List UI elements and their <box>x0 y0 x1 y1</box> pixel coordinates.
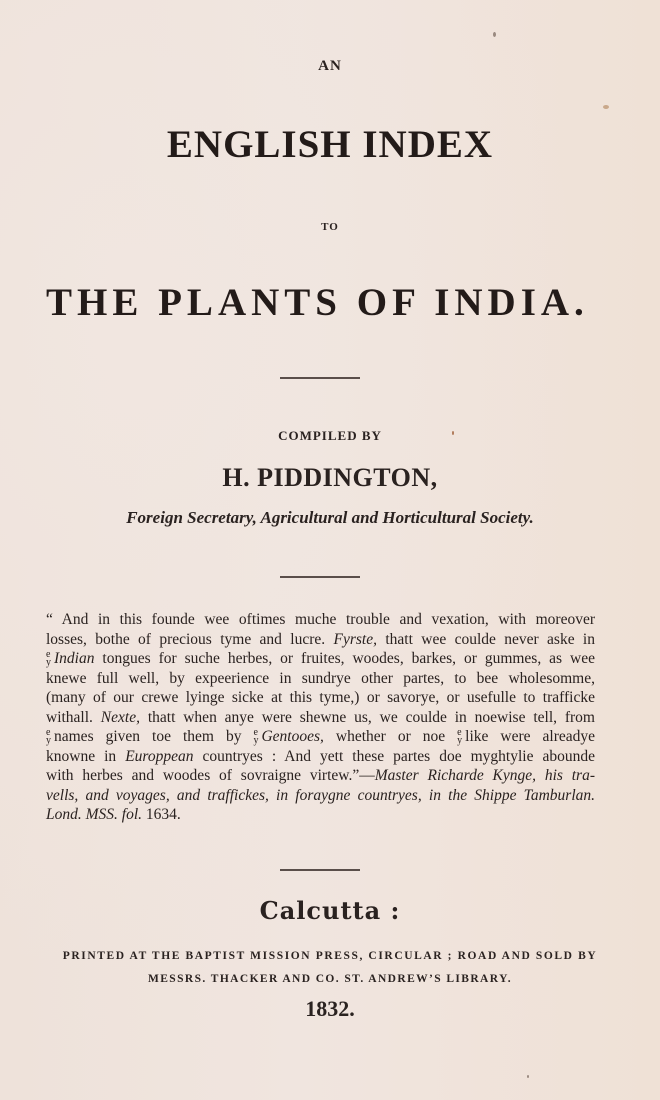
italic-text: Europpean <box>125 747 194 765</box>
epigraph-line: e y Indian tongues for suche herbes, or fruites, woodes, barkes, or gummes, as wee <box>46 649 595 669</box>
epigraph-line: “ And in this founde wee oftimes muche trouble and vexation, with moreover <box>46 611 595 628</box>
title-line-2: THE PLANTS OF INDIA. <box>46 281 589 324</box>
italic-text: Nexte, <box>100 708 140 726</box>
imprint-place: Calcutta : <box>259 896 401 925</box>
author-name: H. PIDDINGTON, <box>222 463 438 492</box>
epigraph-line: with herbes and woodes of sovraigne virtew.”—Master Richarde Kynge, his tra- <box>46 767 596 784</box>
epigraph-line: Lond. MSS. fol. 1634. <box>46 806 181 823</box>
paper-blemish <box>527 1075 529 1078</box>
compiled-by-label: COMPILED BY <box>278 428 382 443</box>
ye-abbreviation: e y <box>457 727 463 747</box>
author-affiliation: Foreign Secretary, Agricultural and Horticultural Society. <box>126 508 534 527</box>
title-article: AN <box>318 58 342 74</box>
title-connector: TO <box>321 221 339 233</box>
imprint-printer-line-1: PRINTED AT THE BAPTIST MISSION PRESS, CIRCULAR ; ROAD AND SOLD BY <box>62 950 598 962</box>
divider-rule <box>280 576 360 578</box>
epigraph-line <box>46 786 595 806</box>
italic-text: Master Richarde Kynge, his tra- <box>374 767 596 784</box>
epigraph-line: withall. Nexte, thatt when anye were shewne us, we coulde in noewise tell, from <box>46 708 595 726</box>
epigraph-line: (many of our crewe lyinge sicke at this tyme,) or savorye, or usefulle to trafficke <box>46 689 595 706</box>
epigraph-line: knowne in Europpean countryes : And yett these partes doe myghtylie abounde <box>46 747 595 765</box>
imprint-year: 1832. <box>305 996 355 1021</box>
divider-rule <box>280 869 360 871</box>
imprint-printer-line-2: MESSRS. THACKER AND CO. ST. ANDREW’S LIBRARY. <box>147 973 512 985</box>
italic-text: Lond. MSS. fol. <box>46 806 143 823</box>
epigraph-quote <box>46 610 595 825</box>
divider-rule <box>280 377 360 379</box>
italic-text: Fyrste, <box>333 630 377 648</box>
italic-text: Indian <box>54 650 95 667</box>
italic-text: Gentooes, <box>261 728 324 745</box>
title-line-1: ENGLISH INDEX <box>166 123 494 166</box>
ye-abbreviation: e y <box>253 727 259 747</box>
ye-abbreviation: e y <box>46 649 51 669</box>
paper-blemish <box>603 105 609 109</box>
italic-text: vells, and voyages, and traffickes, in foraygne countryes, in the Shippe Tamburlan. <box>46 786 595 804</box>
paper-blemish <box>493 32 496 37</box>
paper-blemish <box>452 431 454 435</box>
epigraph-line: e y names given toe them by e y Gentooes, whether or noe e y like were alreadye <box>46 727 595 747</box>
epigraph-line: losses, bothe of precious tyme and lucre. Fyrste, thatt wee coulde never aske in <box>46 630 595 648</box>
ye-abbreviation: e y <box>46 727 51 747</box>
epigraph-line: knewe full well, by expeerience in sundrye other partes, to bee wholesomme, <box>46 669 595 687</box>
